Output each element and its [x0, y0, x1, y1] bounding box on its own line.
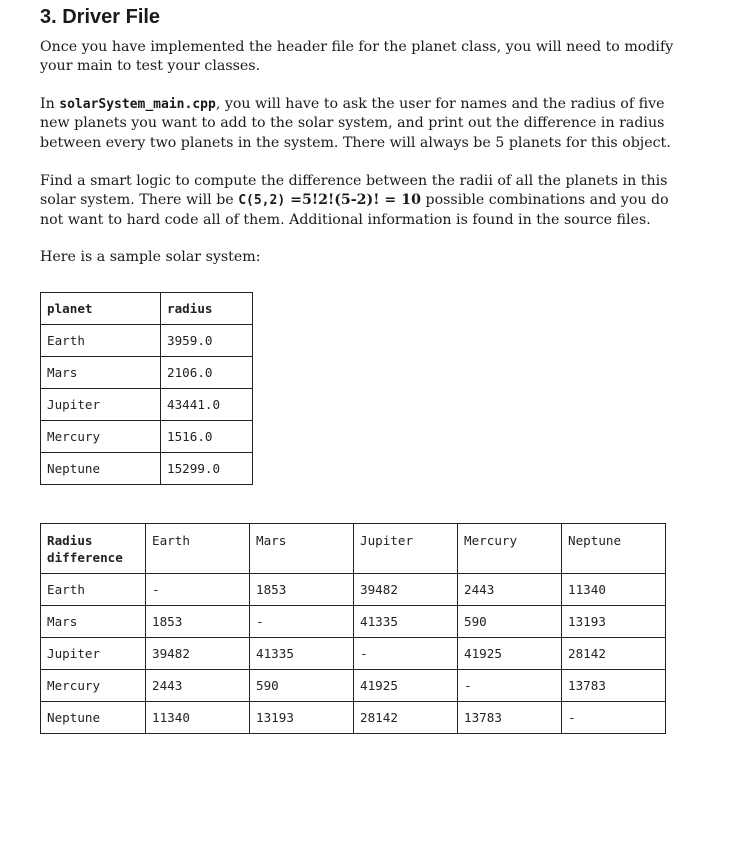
difference-cell: 13193	[562, 606, 666, 638]
table-row	[41, 574, 666, 606]
difference-cell: 1853	[250, 574, 354, 606]
difference-cell: 41335	[250, 638, 354, 670]
difference-cell: -	[146, 574, 250, 606]
difference-cell: 13193	[250, 702, 354, 734]
instructions-prefix: In	[40, 96, 60, 112]
section-heading: 3. Driver File	[40, 6, 161, 28]
planet-radius: 2106.0	[161, 357, 253, 389]
planet-radius-table	[40, 292, 253, 485]
column-header: Earth	[146, 524, 250, 574]
difference-cell: 39482	[354, 574, 458, 606]
difference-cell: 1853	[146, 606, 250, 638]
difference-cell: -	[354, 638, 458, 670]
row-header: Mercury	[41, 670, 146, 702]
table-row	[41, 702, 666, 734]
logic-prefix: Find a smart logic to compute the difference between the radii of all the planets in this solar system. There will be	[40, 173, 668, 209]
formula-code: C(5,2)	[238, 193, 286, 209]
difference-cell: 2443	[146, 670, 250, 702]
column-header: Jupiter	[354, 524, 458, 574]
table-header-row	[41, 293, 253, 325]
difference-cell: -	[458, 670, 562, 702]
instructions-paragraph	[40, 95, 680, 153]
radius-difference-table	[40, 523, 666, 734]
corner-line-2: difference	[47, 550, 123, 565]
planet-radius: 1516.0	[161, 421, 253, 453]
difference-cell: 28142	[354, 702, 458, 734]
difference-cell: 28142	[562, 638, 666, 670]
difference-cell: 11340	[146, 702, 250, 734]
table-row	[41, 389, 253, 421]
corner-header	[41, 524, 146, 574]
difference-cell: 41925	[354, 670, 458, 702]
table-row	[41, 453, 253, 485]
column-header: Mercury	[458, 524, 562, 574]
difference-cell: 41925	[458, 638, 562, 670]
difference-cell: 13783	[562, 670, 666, 702]
difference-cell: 590	[250, 670, 354, 702]
planet-name: Mercury	[41, 421, 161, 453]
logic-paragraph	[40, 172, 680, 230]
table-row	[41, 638, 666, 670]
difference-cell: 13783	[458, 702, 562, 734]
row-header: Jupiter	[41, 638, 146, 670]
formula-rest: =5!2!(5-2)! = 10	[285, 192, 421, 209]
planet-radius: 3959.0	[161, 325, 253, 357]
corner-line-1: Radius	[47, 533, 93, 548]
table-row	[41, 670, 666, 702]
planet-radius: 43441.0	[161, 389, 253, 421]
table-row	[41, 325, 253, 357]
table-row	[41, 421, 253, 453]
table-row	[41, 357, 253, 389]
planet-name: Neptune	[41, 453, 161, 485]
intro-paragraph: Once you have implemented the header file for the planet class, you will need to modify your main to test your classes.	[40, 39, 674, 75]
difference-cell: 11340	[562, 574, 666, 606]
planet-radius: 15299.0	[161, 453, 253, 485]
planet-name: Jupiter	[41, 389, 161, 421]
column-header: Mars	[250, 524, 354, 574]
difference-cell: 2443	[458, 574, 562, 606]
filename-code: solarSystem_main.cpp	[59, 97, 216, 112]
header-radius: radius	[161, 293, 253, 325]
difference-cell: -	[562, 702, 666, 734]
table-header-row	[41, 524, 666, 574]
table-row	[41, 606, 666, 638]
difference-cell: -	[250, 606, 354, 638]
logic-suffix: possible combinations and you do not want to hard code all of them. Additional information is found in the source files.	[40, 192, 669, 228]
difference-cell: 39482	[146, 638, 250, 670]
header-planet: planet	[41, 293, 161, 325]
column-header: Neptune	[562, 524, 666, 574]
difference-cell: 590	[458, 606, 562, 638]
instructions-suffix: , you will have to ask the user for names and the radius of five new planets you want to add to the solar system, and print out the difference in radius between every two planets in the system. There will always be 5 planets for this object.	[40, 96, 671, 151]
planet-name: Earth	[41, 325, 161, 357]
row-header: Earth	[41, 574, 146, 606]
difference-cell: 41335	[354, 606, 458, 638]
row-header: Neptune	[41, 702, 146, 734]
sample-intro: Here is a sample solar system:	[40, 249, 261, 265]
row-header: Mars	[41, 606, 146, 638]
planet-name: Mars	[41, 357, 161, 389]
